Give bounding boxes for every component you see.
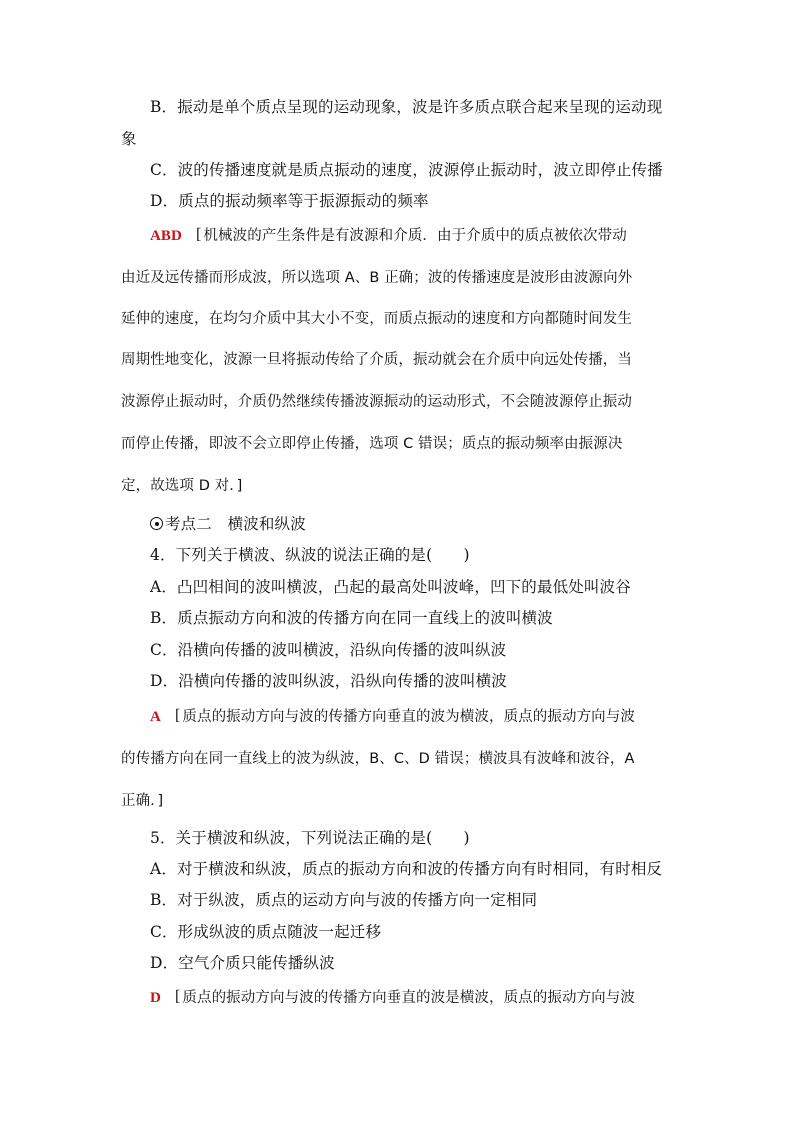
q4-explanation-line: 正确．] — [121, 793, 164, 809]
target-icon — [150, 517, 163, 530]
q3-explanation-line: 周期性地变化，波源一旦将振动传给了介质，振动就会在介质中向远处传播，当 — [121, 352, 632, 368]
section-title: 考点二 横波和纵波 — [165, 515, 306, 533]
q3-option-d: D．质点的振动频率等于振源振动的频率 — [150, 192, 429, 210]
q5-answer-letter: D — [150, 990, 161, 1006]
q4-answer-bracket: [ — [174, 707, 181, 724]
q3-option-c: C．波的传播速度就是质点振动的速度，波源停止振动时，波立即停止传播 — [150, 161, 663, 179]
q4-explanation-line: 的传播方向在同一直线上的波为纵波，B、C、D 错误；横波具有波峰和波谷，A — [121, 751, 635, 767]
q3-answer-line1 — [150, 226, 627, 246]
q5-explanation-text: 质点的振动方向与波的传播方向垂直的波是横波，质点的振动方向与波 — [182, 990, 635, 1006]
q4-option-c: C．沿横向传播的波叫横波，沿纵向传播的波叫纵波 — [150, 641, 507, 659]
q4-answer-line1 — [150, 707, 635, 727]
q5-option-a: A．对于横波和纵波，质点的振动方向和波的传播方向有时相同，有时相反 — [150, 860, 663, 878]
q5-stem: 5．关于横波和纵波，下列说法正确的是( ) — [150, 829, 470, 847]
q4-stem: 4．下列关于横波、纵波的说法正确的是( ) — [150, 546, 470, 564]
section-heading — [150, 514, 306, 534]
q3-option-b-line2: 象 — [121, 130, 137, 148]
q3-explanation-line: 波源停止振动时，介质仍然继续传播波源振动的运动形式，不会随波源停止振动 — [121, 394, 632, 410]
q3-answer-bracket: [ — [195, 226, 202, 243]
q3-option-b-line1: B．振动是单个质点呈现的运动现象，波是许多质点联合起来呈现的运动现 — [150, 98, 663, 116]
q4-explanation-text: 质点的振动方向与波的传播方向垂直的波为横波，质点的振动方向与波 — [182, 709, 635, 725]
q5-option-b: B．对于纵波，质点的运动方向与波的传播方向一定相同 — [150, 891, 538, 909]
q5-answer-bracket: [ — [174, 988, 181, 1005]
q4-option-d: D．沿横向传播的波叫纵波，沿纵向传播的波叫横波 — [150, 672, 507, 690]
q4-option-b: B．质点振动方向和波的传播方向在同一直线上的波叫横波 — [150, 609, 553, 627]
q4-answer-letter: A — [150, 709, 161, 725]
q3-explanation-line: 而停止传播，即波不会立即停止传播，选项 C 错误；质点的振动频率由振源决 — [121, 436, 623, 452]
q3-answer-letter: ABD — [150, 228, 182, 244]
q4-option-a: A．凸凹相间的波叫横波，凸起的最高处叫波峰，凹下的最低处叫波谷 — [150, 578, 631, 596]
q3-explanation-line: 由近及远传播而形成波，所以选项 A、B 正确；波的传播速度是波形由波源向外 — [121, 270, 633, 286]
q5-option-c: C．形成纵波的质点随波一起迁移 — [150, 923, 382, 941]
q3-explanation-text: 机械波的产生条件是有波源和介质．由于介质中的质点被依次带动 — [203, 228, 627, 244]
q3-explanation-line: 定，故选项 D 对．] — [121, 478, 243, 494]
q3-explanation-line: 延伸的速度，在均匀介质中其大小不变，而质点振动的速度和方向都随时间发生 — [121, 311, 632, 327]
q5-option-d: D．空气介质只能传播纵波 — [150, 954, 335, 972]
q5-answer-line1 — [150, 988, 635, 1008]
